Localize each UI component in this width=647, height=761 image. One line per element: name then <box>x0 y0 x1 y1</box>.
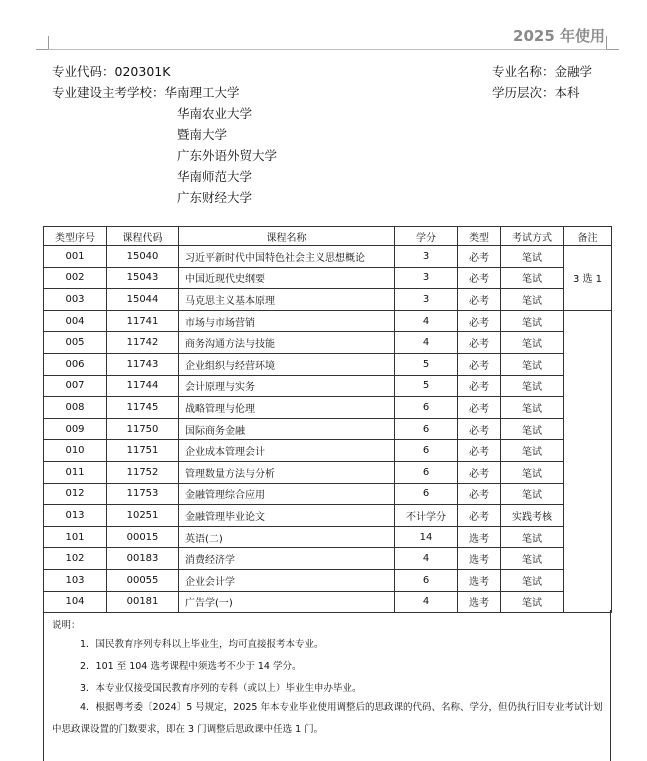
col-header: 类型序号 <box>44 227 107 246</box>
cell-seq: 003 <box>44 289 107 311</box>
cell-code: 15044 <box>107 289 179 311</box>
notes-title: 说明： <box>52 620 81 631</box>
table-row <box>44 569 612 591</box>
cell-code: 00183 <box>107 548 179 570</box>
cell-type: 必考 <box>458 375 501 397</box>
cell-code: 11753 <box>107 483 179 505</box>
cell-name: 会计原理与实务 <box>179 375 395 397</box>
table-header-row <box>44 227 612 246</box>
cell-name: 中国近现代史纲要 <box>179 267 395 289</box>
cell-seq: 010 <box>44 440 107 462</box>
note-item: 1．国民教育序列专科以上毕业生，均可直接报考本专业。 <box>80 639 324 650</box>
cell-type: 必考 <box>458 289 501 311</box>
cell-seq: 005 <box>44 332 107 354</box>
cell-seq: 006 <box>44 353 107 375</box>
school-item: 华南师范大学 <box>177 169 253 184</box>
cell-name: 金融管理毕业论文 <box>179 505 395 527</box>
header-rule <box>48 49 607 50</box>
cell-seq: 001 <box>44 246 107 268</box>
cell-name: 战略管理与伦理 <box>179 397 395 419</box>
note-item: 4．根据粤考委〔2024〕5 号规定，2025 年本专业毕业使用调整后的思政课的代码、名称、学分，但仍执行旧专业考试计划中思政课设置的门数要求，即在 3 门调整后思政课中任选 1 门。 <box>52 702 603 735</box>
table-row <box>44 397 612 419</box>
cell-credit: 6 <box>395 440 458 462</box>
notes-section <box>43 610 611 761</box>
cell-seq: 102 <box>44 548 107 570</box>
cell-exam: 笔试 <box>501 440 564 462</box>
cell-seq: 007 <box>44 375 107 397</box>
cell-credit: 6 <box>395 397 458 419</box>
cell-exam: 笔试 <box>501 483 564 505</box>
cell-type: 必考 <box>458 397 501 419</box>
cell-code: 11741 <box>107 310 179 332</box>
cell-code: 11744 <box>107 375 179 397</box>
cell-code: 11752 <box>107 461 179 483</box>
major-name-value: 金融学 <box>554 64 593 79</box>
cell-name: 企业会计学 <box>179 569 395 591</box>
cell-name: 市场与市场营销 <box>179 310 395 332</box>
cell-seq: 004 <box>44 310 107 332</box>
cell-seq: 103 <box>44 569 107 591</box>
cell-code: 00055 <box>107 569 179 591</box>
cell-seq: 002 <box>44 267 107 289</box>
table-row <box>44 332 612 354</box>
cell-exam: 笔试 <box>501 246 564 268</box>
cell-name: 国际商务金融 <box>179 418 395 440</box>
cell-code: 15040 <box>107 246 179 268</box>
cell-credit: 5 <box>395 375 458 397</box>
school-item: 暨南大学 <box>177 127 228 142</box>
table-row <box>44 505 612 527</box>
cell-type: 选考 <box>458 569 501 591</box>
cell-exam: 笔试 <box>501 548 564 570</box>
cell-exam: 笔试 <box>501 397 564 419</box>
cell-type: 必考 <box>458 332 501 354</box>
cell-code: 00181 <box>107 591 179 613</box>
cell-name: 消费经济学 <box>179 548 395 570</box>
cell-credit: 6 <box>395 461 458 483</box>
cell-exam: 实践考核 <box>501 505 564 527</box>
crop-mark <box>606 36 607 50</box>
year-label: 2025 年使用 <box>513 27 605 45</box>
cell-seq: 012 <box>44 483 107 505</box>
table-row <box>44 289 612 311</box>
cell-type: 必考 <box>458 246 501 268</box>
cell-code: 00015 <box>107 526 179 548</box>
cell-name: 英语(二) <box>179 526 395 548</box>
table-row <box>44 246 612 268</box>
cell-name: 企业组织与经营环境 <box>179 353 395 375</box>
cell-exam: 笔试 <box>501 353 564 375</box>
cell-code: 11742 <box>107 332 179 354</box>
col-header: 学分 <box>395 227 458 246</box>
course-table <box>43 226 612 613</box>
cell-name: 企业成本管理会计 <box>179 440 395 462</box>
level-row <box>492 82 592 103</box>
table-row <box>44 418 612 440</box>
major-code-label: 专业代码： <box>52 64 115 79</box>
cell-credit: 4 <box>395 332 458 354</box>
cell-seq: 013 <box>44 505 107 527</box>
cell-credit: 4 <box>395 310 458 332</box>
cell-type: 选考 <box>458 548 501 570</box>
cell-name: 管理数量方法与分析 <box>179 461 395 483</box>
note-item: 3．本专业仅接受国民教育序列的专科（或以上）毕业生申办毕业。 <box>80 683 362 694</box>
major-code-value: 020301K <box>114 64 171 79</box>
cell-credit: 不计学分 <box>395 505 458 527</box>
cell-exam: 笔试 <box>501 461 564 483</box>
cell-credit: 6 <box>395 418 458 440</box>
table-row <box>44 526 612 548</box>
cell-code: 11751 <box>107 440 179 462</box>
cell-seq: 011 <box>44 461 107 483</box>
cell-credit: 4 <box>395 548 458 570</box>
cell-credit: 3 <box>395 246 458 268</box>
cell-exam: 笔试 <box>501 267 564 289</box>
cell-credit: 6 <box>395 483 458 505</box>
cell-type: 选考 <box>458 526 501 548</box>
major-info-right <box>492 61 592 103</box>
cell-code: 10251 <box>107 505 179 527</box>
cell-type: 必考 <box>458 418 501 440</box>
cell-type: 必考 <box>458 353 501 375</box>
schools-list <box>177 103 277 208</box>
cell-seq: 101 <box>44 526 107 548</box>
school-item: 华南理工大学 <box>164 85 240 100</box>
cell-remark <box>564 310 612 612</box>
table-row <box>44 461 612 483</box>
col-header: 考试方式 <box>501 227 564 246</box>
cell-exam: 笔试 <box>501 332 564 354</box>
note-item: 2．101 至 104 选考课程中须选考不少于 14 学分。 <box>80 661 302 672</box>
cell-name: 广告学(一) <box>179 591 395 613</box>
schools-row <box>52 82 277 103</box>
cell-exam: 笔试 <box>501 375 564 397</box>
major-name-row <box>492 61 592 82</box>
table-row <box>44 310 612 332</box>
col-header: 类型 <box>458 227 501 246</box>
cell-name: 习近平新时代中国特色社会主义思想概论 <box>179 246 395 268</box>
table-row <box>44 440 612 462</box>
table-row <box>44 267 612 289</box>
major-info-left <box>52 61 277 208</box>
table-row <box>44 353 612 375</box>
cell-type: 必考 <box>458 440 501 462</box>
cell-type: 必考 <box>458 267 501 289</box>
cell-credit: 6 <box>395 569 458 591</box>
cell-code: 11750 <box>107 418 179 440</box>
school-item: 华南农业大学 <box>177 106 253 121</box>
table-row <box>44 375 612 397</box>
major-name-label: 专业名称： <box>492 64 555 79</box>
cell-type: 必考 <box>458 483 501 505</box>
school-item: 广东外语外贸大学 <box>177 148 278 163</box>
table-row <box>44 483 612 505</box>
cell-credit: 14 <box>395 526 458 548</box>
cell-exam: 笔试 <box>501 591 564 613</box>
cell-name: 马克思主义基本原理 <box>179 289 395 311</box>
cell-credit: 3 <box>395 267 458 289</box>
cell-remark: 3 选 1 <box>564 246 612 311</box>
cell-exam: 笔试 <box>501 526 564 548</box>
level-value: 本科 <box>554 85 580 100</box>
cell-credit: 5 <box>395 353 458 375</box>
course-table-body <box>44 246 612 613</box>
cell-name: 金融管理综合应用 <box>179 483 395 505</box>
cell-code: 11745 <box>107 397 179 419</box>
crop-mark <box>48 36 49 50</box>
cell-credit: 4 <box>395 591 458 613</box>
cell-seq: 009 <box>44 418 107 440</box>
cell-exam: 笔试 <box>501 418 564 440</box>
level-label: 学历层次： <box>492 85 555 100</box>
cell-seq: 008 <box>44 397 107 419</box>
cell-exam: 笔试 <box>501 289 564 311</box>
cell-credit: 3 <box>395 289 458 311</box>
crop-mark <box>606 49 619 50</box>
major-code-row <box>52 61 277 82</box>
cell-type: 选考 <box>458 591 501 613</box>
col-header: 备注 <box>564 227 612 246</box>
school-item: 广东财经大学 <box>177 190 253 205</box>
col-header: 课程名称 <box>179 227 395 246</box>
cell-seq: 104 <box>44 591 107 613</box>
cell-code: 11743 <box>107 353 179 375</box>
col-header: 课程代码 <box>107 227 179 246</box>
schools-label: 专业建设主考学校： <box>52 85 165 100</box>
cell-exam: 笔试 <box>501 310 564 332</box>
table-row <box>44 548 612 570</box>
cell-type: 必考 <box>458 505 501 527</box>
cell-type: 必考 <box>458 310 501 332</box>
cell-code: 15043 <box>107 267 179 289</box>
cell-exam: 笔试 <box>501 569 564 591</box>
cell-name: 商务沟通方法与技能 <box>179 332 395 354</box>
cell-type: 必考 <box>458 461 501 483</box>
